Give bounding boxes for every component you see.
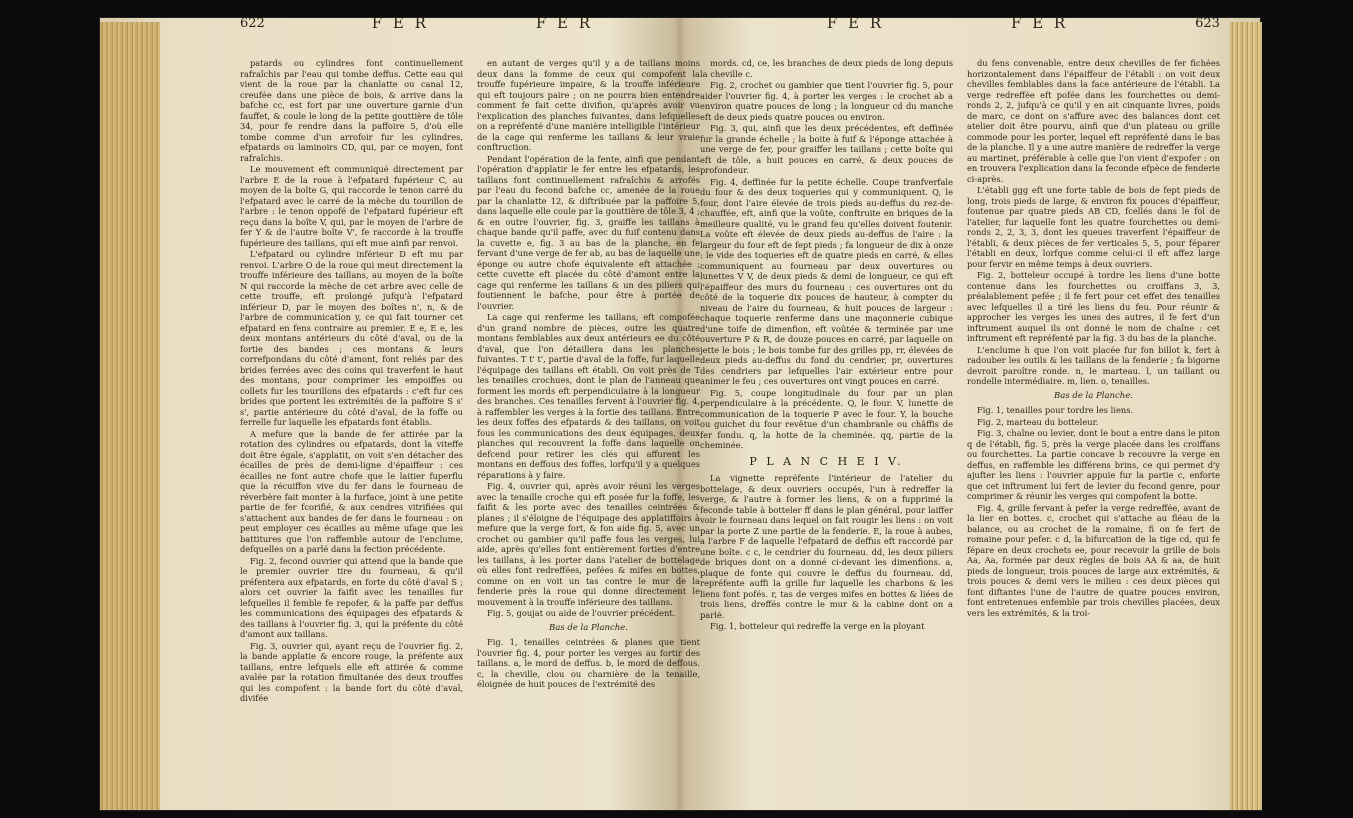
paragraph: Fig. 2, marteau du botteleur.	[977, 416, 1099, 427]
paragraph: La cage qui renferme les taillans, eft compofée d'un grand nombre de pièces, outre les quatre montans femblables aux deux antérieurs ee du côté d'aval, que l'on détaillera dans les planches fuivantes. T t' t', partie d'aval de la foffe, fur laquelle l'équipage des taillans eft établi. On voit près de T les tenailles crochues, dont le plan de l'anneau que forment les mords eft perpendiculaire à la longueur des branches. Ces tenailles fervent à l'ouvrier fig. 4, à raffembler les verges à la fortie des taillans. Entre les deux foffes des efpatards & des taillans, on voit fous les communications des deux équipages, deux planches qui recouvrent la foffe dans laquelle on defcend pour retirer les clés qui affurent les montans en deffous des foffes, lorfqu'il y a quelques réparations à y faire.	[477, 312, 700, 480]
paragraph: Le mouvement eft communiqué directement par l'arbre E de la roue à l'efpatard fupérieur C, au moyen de la boîte G, qui raccorde le tenon carré du l'efpatard avec le carré de la mèche du tourillon de l'arbre : le tenon oppofé de l'efpatard fupérieur eft reçu dans la boîte V, qui, par le moyen de l'arbre de fer Y & de l'autre boîte V', fe raccorde à la trouffe fupérieure des taillans, qui eft mue ainfi par renvoi.	[240, 164, 463, 248]
paragraph: du fens convenable, entre deux chevilles de fer fichées horizontalement dans l'épaiffeur de l'établi : on voit deux chevilles femblables dans la face antérieure de l'établi. La verge redreffée eft pofée dans les fourchettes ou demi-ronds 2, 2, jufqu'à ce qu'il y en ait cinquante livres, poids de marc, ce dont on s'affure avec des balances dont cet atelier doit être pourvu, ainfi que d'un plateau ou grille commode pour les porter, lequel eft repréfenté dans le bas de la planche. Il y a une autre manière de redreffer la verge au martinet, préférable à celle que l'on vient d'expofer : on en trouvera l'explication dans la feconde efpèce de fenderie ci-après.	[967, 58, 1220, 184]
paragraph: L'établi ggg eft une forte table de bois de fept pieds de long, trois pieds de large, & environ fix pouces d'épaiffeur, foutenue par quatre pieds AB CD, fcellés dans le fol de l'atelier, fur laquelle font les quatre fourchettes ou demi-ronds 2, 2, 3, 3, dont les queues traverfent l'épaiffeur de l'établi, & deux pièces de fer verticales 5, 5, pour féparer l'établi en deux, lorfque comme celui-ci il eft affez large pour fervir en même temps à deux ouvriers.	[967, 185, 1220, 269]
right-page-header	[700, 8, 1220, 38]
paragraph: L'efpatard ou cylindre inférieur D eft mu par renvoi. L'arbre O de la roue qui meut directement la trouffe inférieure des taillans, au moyen de la boîte N qui raccorde la mèche de cet arbre avec celle de cette trouffe, eft prolongé jufqu'à l'efpatard inférieur D, par le moyen des boîtes n', n, & de l'arbre de communication y, ce qui fait tourner cet efpatard en fens contraire au premier. E e, E e, les deux montans antérieurs du côté d'aval, ou de la fortie des bandes ; ces montans & leurs correfpondans du côté d'amont, font reliés par des brides ferrées avec des coins qui traverfent le haut des montans, pour comprimer les empoiffes ou collets fur les tourillons des efpatards : c'eft fur ces brides que portent les extrémités de la paffoire S s' s', partie antérieure du côté d'aval, de la foffe ou ferrelle fur laquelle les efpatards font établis.	[240, 249, 463, 427]
page-edges-right	[1230, 22, 1262, 810]
paragraph: Fig. 3, ouvrier qui, ayant reçu de l'ouvrier fig. 2, la bande applatie & encore rouge, la préfente aux taillans, entre lefquels elle eft attirée & comme avalée par la rotation fimultanée des deux trouffes qui les compofent : la bande fort du côté d'aval, divifée	[240, 640, 463, 703]
section-subheading: Bas de la Planche.	[549, 622, 628, 633]
paragraph: en autant de verges qu'il y a de taillans moins deux dans la fomme de ceux qui compofent la trouffe fupérieure impaire, & la trouffe inférieure qui eft toujours paire ; on ne pourra bien entendre comment fe fait cette divifion, qu'après avoir vu l'explication des planches fuivantes, dans lefquelles on a repréfenté d'une manière intelligible l'intérieur de la cage qui renferme les taillans & leur vraie conftruction.	[477, 58, 700, 152]
running-head-right-1: F E R	[826, 14, 885, 32]
left-column-1	[240, 58, 463, 798]
left-column-2	[477, 58, 700, 798]
running-head-right-2: F E R	[1011, 14, 1069, 32]
paragraph: L'enclume h que l'on voit placée fur fon billot k, fert à radouber les outils & les taillans de la fenderie ; fa bigorne devroit paroître ronde. n, le marteau. l, un taillant ou rondelle intermédiaire. m, lien. o, tenailles.	[967, 344, 1220, 386]
page-number-left: 622	[240, 15, 265, 31]
paragraph: A mefure que la bande de fer attirée par la rotation des cylindres ou efpatards, dont la viteffe doit être égale, s'applatit, on voit s'en détacher des écailles de près de demi-ligne d'épaiffeur : ces écailles ne font autre chofe que le laitier fuperflu que la récuiffon vive du fer dans le fourneau de réverbère fait monter à la furface, joint à une petite partie de fer fcorifié, & aux cendres vitrifiées qui s'attachent aux bandes de fer dans le fourneau : on peut employer ces écailles au même ufage que les battitures que l'on raffemble autour de l'enclume, defquelles on a parlé dans la fection précédente.	[240, 428, 463, 554]
section-subheading: Bas de la Planche.	[1054, 390, 1133, 401]
left-page-header	[240, 8, 700, 38]
paragraph: Fig. 2, botteleur occupé à tordre les liens d'une botte contenue dans les fourchettes ou croiffans 3, 3, préalablement pefée ; il fe fert pour cet effet des tenailles avec lefquelles il a tiré les liens du feu. Pour réunir & approcher les verges les unes des autres, il fe fert d'un inftrument auquel ils ont donné le nom de chaîne : cet inftrument eft repréfenté par la fig. 3 du bas de la planche.	[967, 270, 1220, 343]
paragraph: Fig. 5, coupe longitudinale du four par un plan perpendiculaire à la précédente. Q, le four. V, lunette de communication de la toquerie P avec le four. Y, la bouche ou guichet du four revêtue d'un chambranle ou châffis de fer fondu. q, la hotte de la cheminée. qq, partie de la cheminée.	[700, 387, 953, 450]
paragraph: Fig. 2, crochet ou gambier que tient l'ouvrier fig. 5, pour aider l'ouvrier fig. 4, à porter les verges : le crochet ab a environ quatre pouces de long ; la longueur cd du manche eft de deux pieds quatre pouces ou environ.	[700, 80, 953, 122]
paragraph: Pendant l'opération de la fente, ainfi que pendant l'opération d'applatir le fer entre les efpatards, les taillans font continuellement rafraîchis & arrofés par l'eau du fecond bafche cc, amenée de la roue par la chanlatte 12, & diftribuée par la paffoire 5, dans laquelle elle coule par la gouttière de tôle 3, 4 ; & en outre l'ouvrier, fig. 3, graiffe les taillans à chaque bande qu'il paffe, avec du fuif contenu dans la cuvette e, fig. 3 au bas de la planche, en fe fervant d'une verge de fer ab, au bas de laquelle une éponge ou autre chofe équivalente eft attachée ; cette cuvette eft placée du côté d'amont entre la cage qui renferme les taillans & un des piliers qui foutiennent le bafche, pour être à portée de l'ouvrier.	[477, 153, 700, 311]
paragraph: Fig. 4, deffinée fur la petite échelle. Coupe tranfverfale du four & des deux toqueries qui y communiquent. Q, le four, dont l'aire élevée de trois pieds au-deffus du rez-de-chauffée, eft, ainfi que la voûte, conftruite en briques de la meilleure qualité, vu le grand feu qu'elles doivent foutenir. La voûte eft élevée de deux pieds au-deffus de l'aire : la largeur du four eft de fept pieds ; fa longueur de dix à onze : le vide des toqueries eft de quatre pieds en carré, & elles communiquent au fourneau par deux ouvertures ou lunettes V V, de deux pieds & demi de longueur, ce qui eft l'épaiffeur des murs du fourneau : ces ouvertures ont du côté de la toquerie dix pouces de hauteur, à compter du niveau de l'aire du fourneau, & huit pouces de largeur : chaque toquerie renferme dans une maçonnerie cubique d'une toife de dimenfion, eft voûtée & terminée par une ouverture P & R, de douze pouces en carré, par laquelle on jette le bois ; le bois tombe fur des grilles pp, rr, élevées de deux pieds au-deffus du fond du cendrier, pr, ouvertures des cendriers par lefquelles l'air extérieur entre pour animer le feu ; ces ouvertures ont vingt pouces en carré.	[700, 176, 953, 386]
section-heading: P L A N C H E I V.	[749, 454, 904, 468]
paragraph: Fig. 1, botteleur qui redreffe la verge en la ployant	[710, 621, 925, 631]
right-column-1	[700, 58, 953, 798]
paragraph: Fig. 4, ouvrier qui, après avoir réuni les verges avec la tenaille croche qui eft posée fur la foffe, les faifit & les porte avec des tenailles ceintrées & planes ; il s'éloigne de l'équipage des applatiffoirs à mefure que la verge fort, & fon aide fig. 5, avec un crochet ou gambier qu'il paffe fous les verges, lui aide, après qu'elles font entièrement forties d'entre les taillans, à les porter dans l'atelier de bottelage où elles font redreffées, pefées & mifes en bottes, comme on en voit un tas contre le mur de la fenderie près la roue qui donne directement le mouvement à la trouffe inférieure des taillans.	[477, 481, 700, 607]
page-number-right: 623	[1195, 15, 1220, 31]
paragraph: Fig. 1, tenailles pour tordre les liens.	[977, 405, 1134, 415]
paragraph: Fig. 2, fecond ouvrier qui attend que la bande que le premier ouvrier tire du fourneau, & qu'il préfentera aux efpatards, en forte du côté d'aval S ; alors cet ouvrier la faifit avec les tenailles fur lefquelles il femble fe repofer, & la paffe par deffus les communications des équipages des efpatards & des taillans à l'ouvrier fig. 3, qui la préfente du côté d'amont aux taillans.	[240, 555, 463, 639]
page-edges-left	[100, 22, 160, 810]
paragraph: mords. cd, ce, les branches de deux pieds de long depuis la cheville c.	[700, 58, 953, 79]
running-head-left-2: F E R	[535, 14, 594, 32]
paragraph: La vignette repréfente l'intérieur de l'atelier du bottelage, & deux ouvriers occupés, l'un à redreffer la verge, & l'autre à former les liens, & on a fupprimé la feconde table à botteler ff dans le plan général, pour laiffer voir le fourneau dans lequel on fait rougir les liens : on voit par la porte Z une partie de la fenderie. E, la roue à aubes, a l'arbre F de laquelle l'efpatard de deffus eft raccordé par une boîte. c c, le cendrier du fourneau. dd, les deux piliers de briques dont on a donné ci-devant les dimenfions. a, plaque de fonte qui couvre le deffus du fourneau. dd, repréfente auffi la grille fur laquelle les charbons & les liens font pofés. r, tas de verges mifes en bottes & liées de trois liens, dreffés contre le mur & la cabine dont on a parlé.	[700, 473, 953, 620]
paragraph: Fig. 4, grille fervant à pefer la verge redreffée, avant de la lier en bottes. c, crochet qui s'attache au fléau de la balance, ou au crochet de la romaine, fi on fe fert de romaine pour pefer. c d, la bifurcation de la tige cd, qui fe fépare en deux crochets ee, pour recevoir la grille de bois Aa, Aa, formée par deux règles de bois AA & aa, de huit pieds de longueur, trois pouces de large aux extrémités, & trois pouces & demi vers le milieu : ces deux pièces qui font diftantes l'une de l'autre de quatre pouces environ, font entretenues enfemble par trois chevilles placées, deux vers les extrémités, & la troi-	[967, 502, 1220, 618]
paragraph: Fig. 1, tenailles ceintrées & planes que tient l'ouvrier fig. 4, pour porter les verges au fortir des taillans. a, le mord de deffus. b, le mord de deffous. c, la cheville, clou ou charnière de la tenaille, éloignée de huit pouces de l'extrémité des	[477, 637, 700, 689]
paragraph: Fig. 3, qui, ainfi que les deux précédentes, eft deffinée fur la grande échelle ; la boite à fuif & l'éponge attachée à une verge de fer, pour graiffer les taillans ; cette boîte qui eft de tôle, a huit pouces en carré, & deux pouces de profondeur.	[700, 123, 953, 175]
paragraph: Fig. 5, goujat ou aide de l'ouvrier précédent.	[487, 608, 676, 618]
paragraph: patards ou cylindres font continuellement rafraîchis par l'eau qui tombe deffus. Cette eau qui vient de la roue par la chanlatte ou canal 12, creufée dans une pièce de bois, & arrive dans la bafche cc, est fort par une ouverture garnie d'un fauffet, & coule le long de la petite gouttière de tôle 34, pour fe rendre dans la paffoire 5, d'où elle tombe comme d'un arrofoir fur les cylindres, efpatards ou laminoirs CD, qui, par ce moyen, font rafraîchis.	[240, 58, 463, 163]
left-page	[240, 14, 700, 798]
paragraph: Fig. 3, chaîne ou levier, dont le bout a entre dans le piton q de l'établi, fig. 5, près la verge placée dans les croiffans ou fourchettes. La partie concave b recouvre la verge en deffus, en raffemble les différens brins, ce qui permet d'y ajufter les liens : l'ouvrier appuie fur la partie c, enforte que cet inftrument lui fert de levier du fecond genre, pour comprimer & réunir les verges qui compofent la botte.	[967, 428, 1220, 501]
right-column-2	[967, 58, 1220, 798]
running-head-left-1: F E R	[371, 14, 429, 32]
right-page	[700, 14, 1220, 798]
